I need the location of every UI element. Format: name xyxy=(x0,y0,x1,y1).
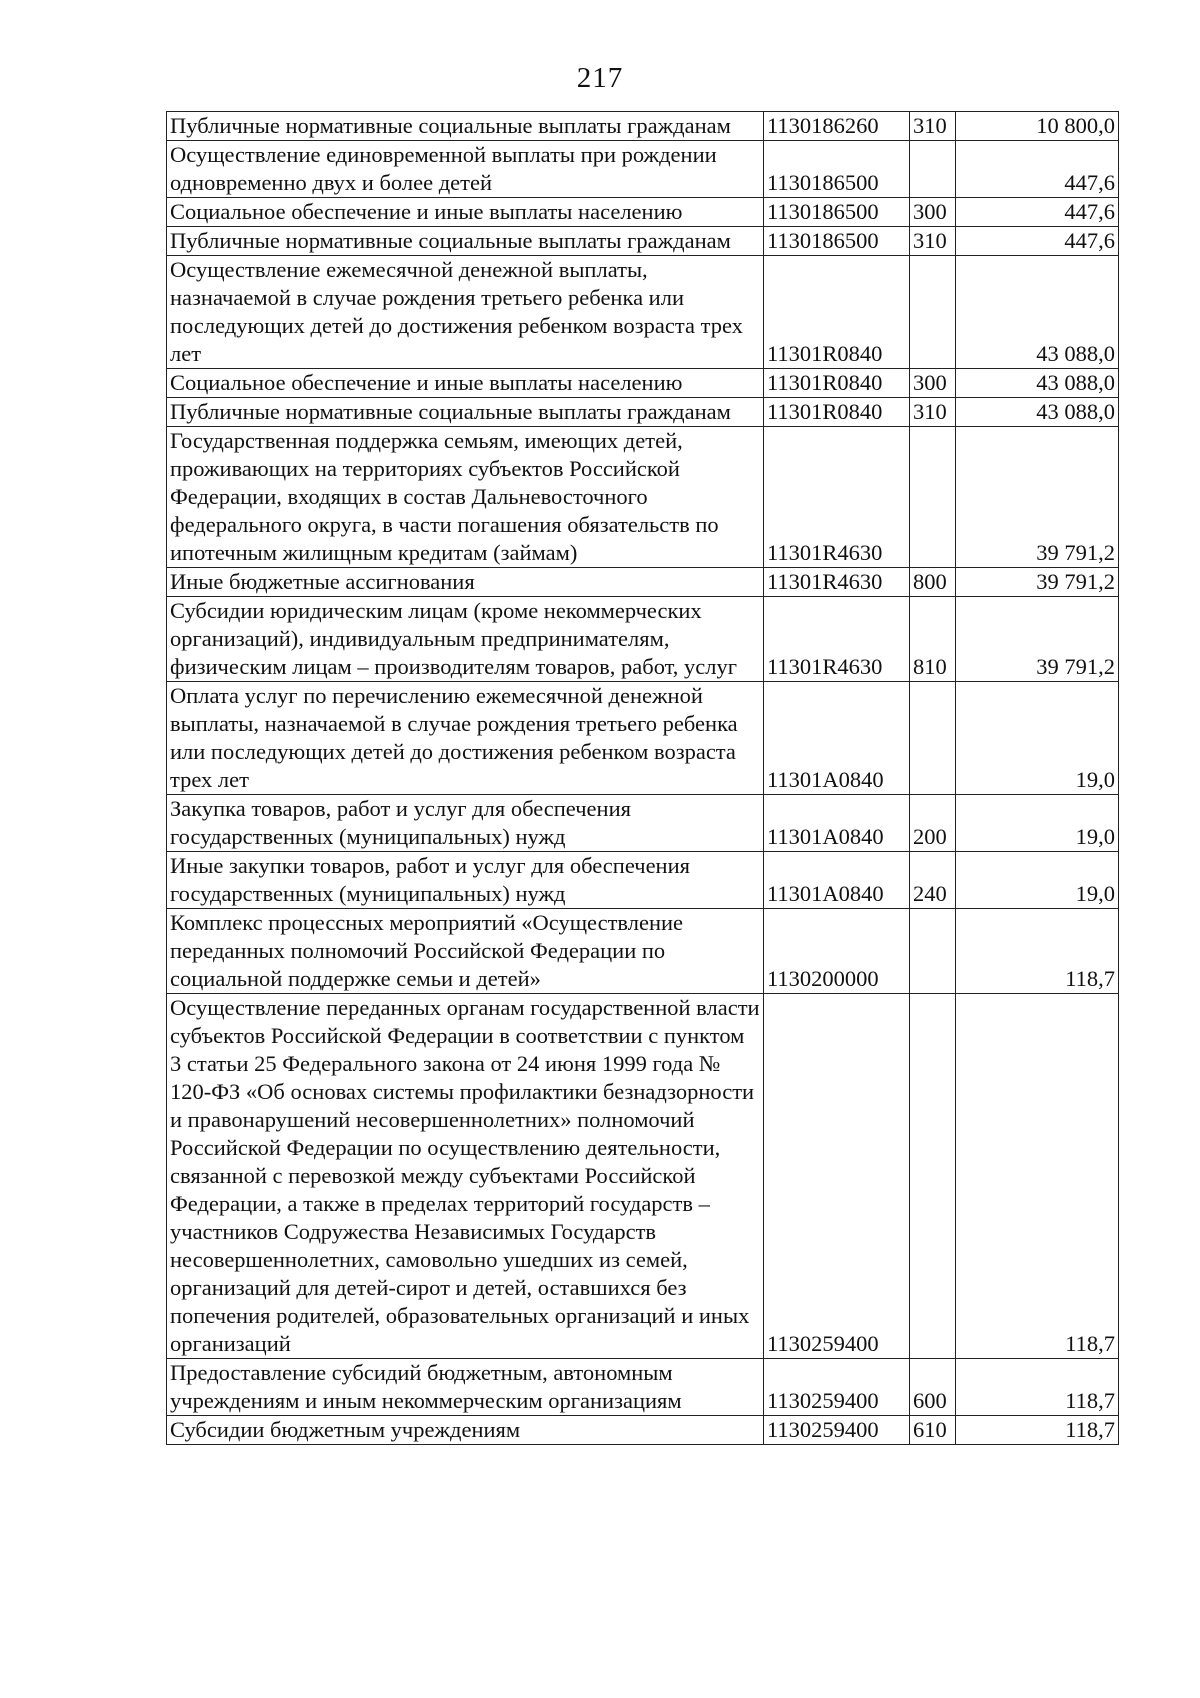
page-number: 217 xyxy=(576,62,624,94)
row-name: Публичные нормативные социальные выплаты гражданам xyxy=(167,227,764,256)
row-sum: 19,0 xyxy=(956,682,1119,795)
row-name: Государственная поддержка семьям, имеющих детей, проживающих на территориях субъектов Российской Федерации, входящих в состав Дальневосточного федерального округа, в части погашения обязательств по ипотечным жилищным кредитам (займам) xyxy=(167,427,764,568)
row-sum: 447,6 xyxy=(956,198,1119,227)
row-name: Предоставление субсидий бюджетным, автономным учреждениям и иным некоммерческим организациям xyxy=(167,1359,764,1416)
row-sum: 118,7 xyxy=(956,994,1119,1359)
row-code: 11301R4630 xyxy=(764,597,910,682)
row-name: Социальное обеспечение и иные выплаты населению xyxy=(167,369,764,398)
row-name: Осуществление переданных органам государственной власти субъектов Российской Федерации в соответствии с пунктом 3 статьи 25 Федерального закона от 24 июня 1999 года № 120-ФЗ «Об основах системы профилактики безнадзорности и правонарушений несовершеннолетних» полномочий Российской Федерации по осуществлению деятельности, связанной с перевозкой между субъектами Российской Федерации, а также в пределах территорий государств – участников Содружества Независимых Государств несовершеннолетних, самовольно ушедших из семей, организаций для детей-сирот и детей, оставшихся без попечения родителей, образовательных организаций и иных организаций xyxy=(167,994,764,1359)
row-expense-type: 200 xyxy=(910,795,956,852)
row-name: Осуществление единовременной выплаты при рождении одновременно двух и более детей xyxy=(167,141,764,198)
row-code: 1130186500 xyxy=(764,227,910,256)
table-row xyxy=(167,682,1119,795)
row-expense-type xyxy=(910,994,956,1359)
row-expense-type: 610 xyxy=(910,1416,956,1445)
row-sum: 19,0 xyxy=(956,795,1119,852)
row-code: 1130186500 xyxy=(764,198,910,227)
table-row xyxy=(167,198,1119,227)
row-sum: 118,7 xyxy=(956,1359,1119,1416)
row-name: Иные бюджетные ассигнования xyxy=(167,568,764,597)
row-name: Социальное обеспечение и иные выплаты населению xyxy=(167,198,764,227)
row-code: 1130259400 xyxy=(764,994,910,1359)
row-name: Иные закупки товаров, работ и услуг для обеспечения государственных (муниципальных) нужд xyxy=(167,852,764,909)
table-row xyxy=(167,568,1119,597)
table-row xyxy=(167,227,1119,256)
table-row xyxy=(167,112,1119,141)
row-expense-type xyxy=(910,909,956,994)
row-sum: 39 791,2 xyxy=(956,427,1119,568)
row-expense-type xyxy=(910,141,956,198)
row-name: Субсидии юридическим лицам (кроме некоммерческих организаций), индивидуальным предпринимателям, физическим лицам – производителям товаров, работ, услуг xyxy=(167,597,764,682)
row-expense-type: 310 xyxy=(910,398,956,427)
row-code: 11301R4630 xyxy=(764,427,910,568)
table-row xyxy=(167,795,1119,852)
table-row xyxy=(167,427,1119,568)
row-sum: 118,7 xyxy=(956,909,1119,994)
table-row xyxy=(167,141,1119,198)
row-expense-type: 310 xyxy=(910,112,956,141)
row-sum: 43 088,0 xyxy=(956,369,1119,398)
row-expense-type: 310 xyxy=(910,227,956,256)
row-code: 1130186260 xyxy=(764,112,910,141)
row-code: 11301R0840 xyxy=(764,256,910,369)
row-code: 1130259400 xyxy=(764,1359,910,1416)
table-row xyxy=(167,256,1119,369)
row-code: 1130259400 xyxy=(764,1416,910,1445)
table-row xyxy=(167,597,1119,682)
row-expense-type: 600 xyxy=(910,1359,956,1416)
row-code: 11301A0840 xyxy=(764,795,910,852)
row-sum: 39 791,2 xyxy=(956,568,1119,597)
row-expense-type: 810 xyxy=(910,597,956,682)
row-code: 11301R0840 xyxy=(764,369,910,398)
row-name: Субсидии бюджетным учреждениям xyxy=(167,1416,764,1445)
row-expense-type xyxy=(910,256,956,369)
row-name: Комплекс процессных мероприятий «Осуществление переданных полномочий Российской Федерации по социальной поддержке семьи и детей» xyxy=(167,909,764,994)
row-code: 11301R4630 xyxy=(764,568,910,597)
row-code: 11301R0840 xyxy=(764,398,910,427)
row-sum: 43 088,0 xyxy=(956,256,1119,369)
table-row xyxy=(167,1359,1119,1416)
row-name: Осуществление ежемесячной денежной выплаты, назначаемой в случае рождения третьего ребенка или последующих детей до достижения ребенком возраста трех лет xyxy=(167,256,764,369)
row-sum: 118,7 xyxy=(956,1416,1119,1445)
table-row xyxy=(167,398,1119,427)
row-expense-type xyxy=(910,682,956,795)
row-sum: 10 800,0 xyxy=(956,112,1119,141)
table-row xyxy=(167,852,1119,909)
row-sum: 43 088,0 xyxy=(956,398,1119,427)
row-name: Закупка товаров, работ и услуг для обеспечения государственных (муниципальных) нужд xyxy=(167,795,764,852)
row-name: Публичные нормативные социальные выплаты гражданам xyxy=(167,112,764,141)
row-expense-type: 300 xyxy=(910,369,956,398)
row-name: Оплата услуг по перечислению ежемесячной денежной выплаты, назначаемой в случае рождения третьего ребенка или последующих детей до достижения ребенком возраста трех лет xyxy=(167,682,764,795)
row-code: 11301A0840 xyxy=(764,682,910,795)
row-expense-type: 240 xyxy=(910,852,956,909)
row-code: 1130200000 xyxy=(764,909,910,994)
row-expense-type: 800 xyxy=(910,568,956,597)
row-name: Публичные нормативные социальные выплаты гражданам xyxy=(167,398,764,427)
row-code: 1130186500 xyxy=(764,141,910,198)
row-expense-type xyxy=(910,427,956,568)
row-sum: 19,0 xyxy=(956,852,1119,909)
budget-table xyxy=(166,111,1119,1445)
table-row xyxy=(167,909,1119,994)
row-sum: 447,6 xyxy=(956,227,1119,256)
budget-table-body xyxy=(167,112,1119,1445)
table-row xyxy=(167,369,1119,398)
row-code: 11301A0840 xyxy=(764,852,910,909)
row-expense-type: 300 xyxy=(910,198,956,227)
table-row xyxy=(167,994,1119,1359)
table-row xyxy=(167,1416,1119,1445)
row-sum: 39 791,2 xyxy=(956,597,1119,682)
row-sum: 447,6 xyxy=(956,141,1119,198)
